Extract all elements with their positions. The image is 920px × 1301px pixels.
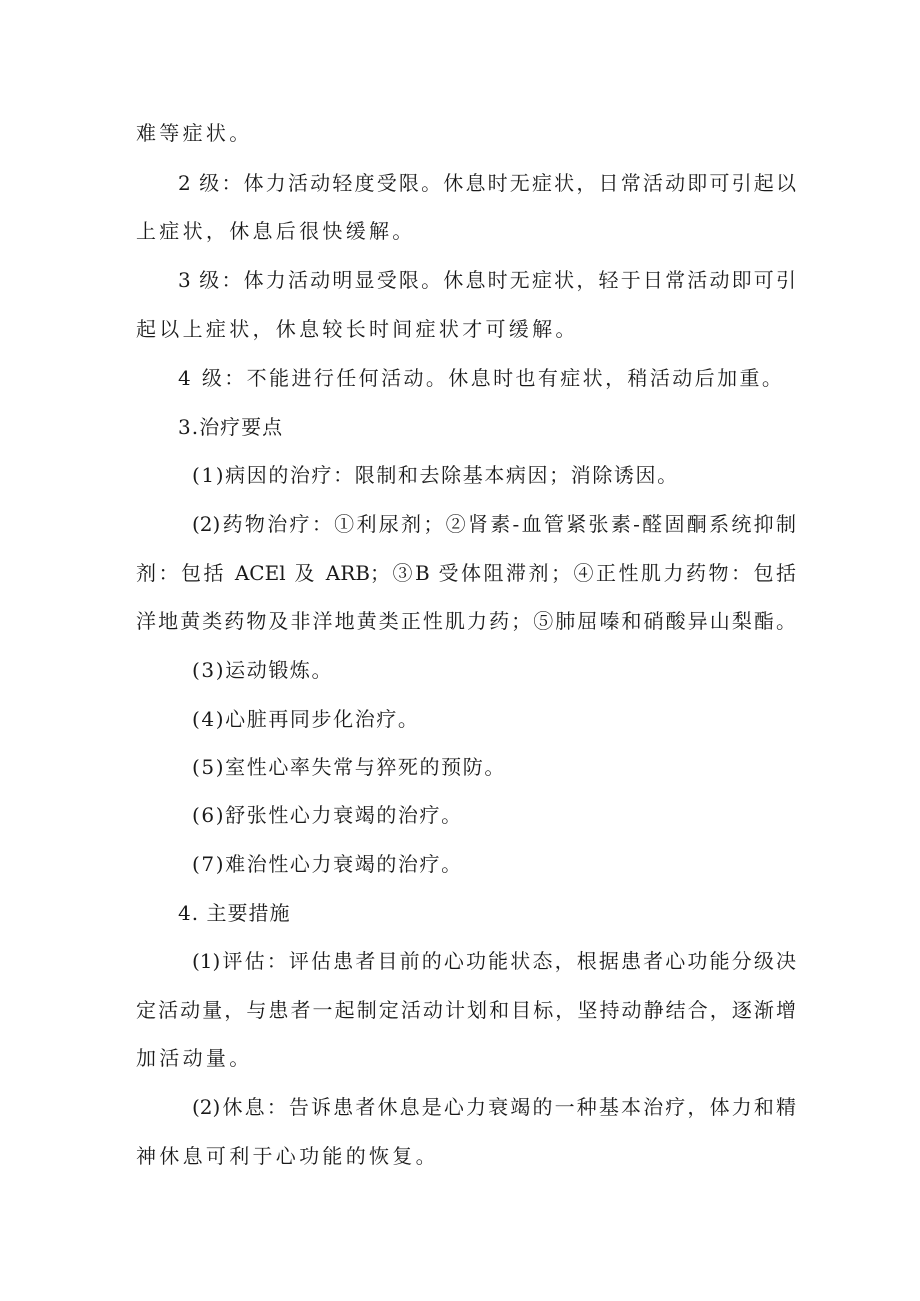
text-line-16: (7)难治性心力衰竭的治疗。 xyxy=(192,852,463,876)
text-line-15: (6)舒张性心力衰竭的治疗。 xyxy=(192,803,463,827)
text-line-14: (5)室性心率失常与猝死的预防。 xyxy=(192,755,506,779)
section-heading-3: 3.治疗要点 xyxy=(178,415,284,439)
text-line-6: 4 级：不能进行任何活动。休息时也有症状，稍活动后加重。 xyxy=(178,366,785,390)
text-line-2: 2 级：体力活动轻度受限。休息时无症状，日常活动即可引起以 xyxy=(178,171,796,195)
text-line-5: 起以上症状，休息较长时间症状才可缓解。 xyxy=(136,317,579,341)
text-line-3: 上症状，休息后很快缓解。 xyxy=(136,219,416,243)
text-line-1: 难等症状。 xyxy=(136,121,253,145)
text-line-22: 神休息可利于心功能的恢复。 xyxy=(136,1144,439,1168)
text-line-13: (4)心脏再同步化治疗。 xyxy=(192,707,420,731)
text-line-11: 洋地黄类药物及非洋地黄类正性肌力药；⑤肺屈嗪和硝酸异山梨酯。 xyxy=(136,609,796,633)
text-line-9: (2)药物治疗：①利尿剂；②肾素-血管紧张素-醛固酮系统抑制 xyxy=(192,512,796,536)
text-line-20: 加活动量。 xyxy=(136,1046,253,1070)
section-heading-4: 4. 主要措施 xyxy=(178,901,291,925)
text-line-12: (3)运动锻炼。 xyxy=(192,658,334,682)
text-line-4: 3 级：体力活动明显受限。休息时无症状，轻于日常活动即可引 xyxy=(178,268,796,292)
text-line-8: (1)病因的治疗：限制和去除基本病因；消除诱因。 xyxy=(192,463,679,487)
text-line-18: (1)评估：评估患者目前的心功能状态，根据患者心功能分级决 xyxy=(192,949,796,973)
text-line-19: 定活动量，与患者一起制定活动计划和目标，坚持动静结合，逐渐增 xyxy=(136,998,796,1022)
text-line-10: 剂：包括 ACEl 及 ARB；③B 受体阻滞剂；④正性肌力药物：包括 xyxy=(136,561,796,585)
text-line-21: (2)休息：告诉患者休息是心力衰竭的一种基本治疗，体力和精 xyxy=(192,1095,796,1119)
